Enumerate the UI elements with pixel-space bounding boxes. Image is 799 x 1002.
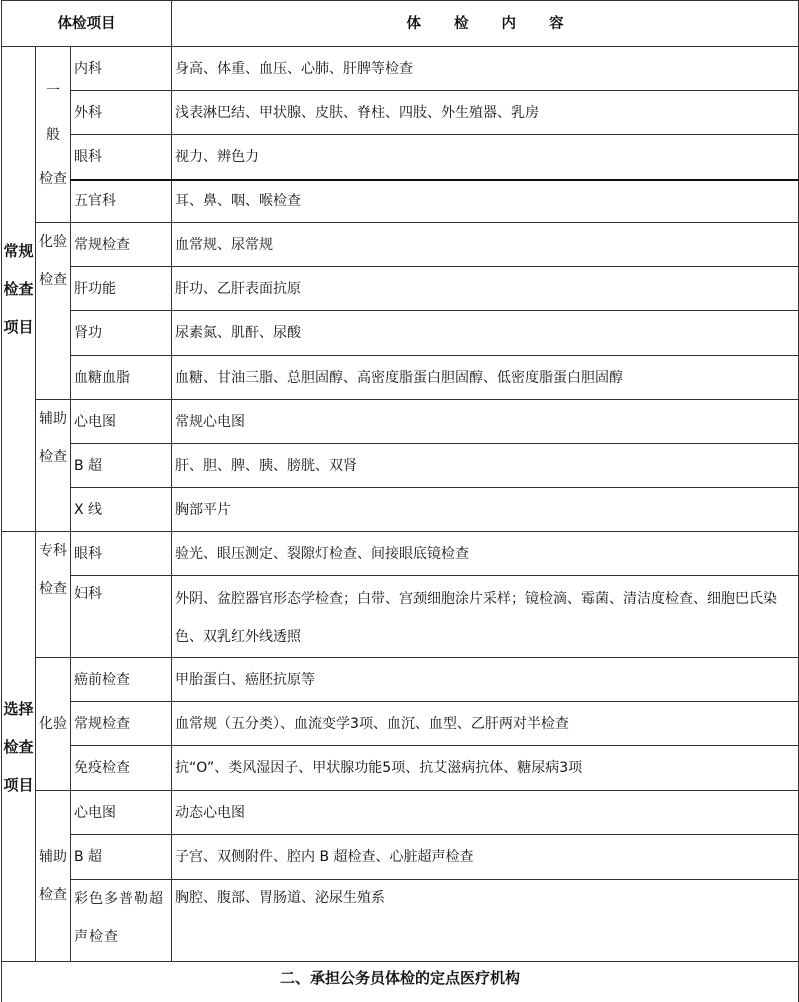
group-routine-lab [36, 223, 71, 400]
group-specialist-line2: 检查 [39, 581, 67, 597]
item-name: 内科 [71, 47, 172, 91]
item-content: 甲胎蛋白、癌胚抗原等 [172, 658, 799, 702]
item-content: 尿素氮、肌酐、尿酸 [172, 311, 799, 356]
category-routine [2, 47, 36, 532]
item-content: 血常规、尿常规 [172, 223, 799, 267]
group-routine-aux [36, 400, 71, 532]
item-name: 肝功能 [71, 267, 172, 311]
item-content: 常规心电图 [172, 400, 799, 444]
item-name: 免疫检查 [71, 746, 172, 791]
table-row [2, 835, 799, 880]
item-content: 肝、胆、脾、胰、膀胱、双肾 [172, 444, 799, 488]
table-row [2, 576, 799, 658]
item-name: 常规检查 [71, 223, 172, 267]
item-content: 血糖、甘油三脂、总胆固醇、高密度脂蛋白胆固醇、低密度脂蛋白胆固醇 [172, 356, 799, 400]
group-general-line2: 般 [46, 126, 60, 143]
table-row [2, 488, 799, 532]
table-row [2, 444, 799, 488]
table-row [2, 91, 799, 135]
group-optional-lab: 化验 [36, 658, 71, 791]
item-name: 彩色多普勒超声检查 [71, 880, 172, 962]
item-content: 耳、鼻、咽、喉检查 [172, 180, 799, 223]
item-name: 眼科 [71, 532, 172, 576]
category-routine-line3: 项目 [3, 318, 34, 336]
table-row [2, 356, 799, 400]
table-row [2, 47, 799, 91]
table-row [2, 532, 799, 576]
header-content-label: 体 检 内 容 [172, 1, 799, 47]
item-name: B 超 [71, 835, 172, 880]
item-content: 身高、体重、血压、心肺、肝脾等检查 [172, 47, 799, 91]
item-name: 眼科 [71, 135, 172, 180]
group-optional-aux-line1: 辅助 [39, 849, 67, 865]
item-name: 血糖血脂 [71, 356, 172, 400]
item-name: 心电图 [71, 791, 172, 835]
item-content: 胸部平片 [172, 488, 799, 532]
table-header-row [2, 1, 799, 47]
item-content: 视力、辨色力 [172, 135, 799, 180]
group-optional-aux [36, 791, 71, 962]
item-content: 子宫、双侧附件、腔内 B 超检查、心脏超声检查 [172, 835, 799, 880]
table-row [2, 311, 799, 356]
item-name: 常规检查 [71, 702, 172, 746]
category-optional-line1: 选择 [3, 699, 34, 718]
item-name: X 线 [71, 488, 172, 532]
table-row [2, 180, 799, 223]
table-row [2, 702, 799, 746]
group-routine-aux-line1: 辅助 [39, 411, 67, 427]
item-content: 浅表淋巴结、甲状腺、皮肤、脊柱、四肢、外生殖器、乳房 [172, 91, 799, 135]
group-general-line1: 一 [46, 82, 60, 99]
item-content: 血常规（五分类）、血流变学3项、血沉、血型、乙肝两对半检查 [172, 702, 799, 746]
group-routine-lab-line1: 化验 [39, 234, 67, 250]
table-row [2, 658, 799, 702]
group-specialist-line1: 专科 [39, 543, 67, 559]
group-specialist [36, 532, 71, 658]
group-general-line3: 检查 [39, 170, 67, 187]
header-items-label: 体检项目 [2, 1, 172, 47]
item-name: B 超 [71, 444, 172, 488]
item-name: 癌前检查 [71, 658, 172, 702]
item-content: 肝功、乙肝表面抗原 [172, 267, 799, 311]
category-optional-line3: 项目 [3, 775, 34, 794]
category-routine-line2: 检查 [3, 280, 34, 298]
category-optional [2, 532, 36, 962]
section-heading: 二、承担公务员体检的定点医疗机构 [2, 962, 799, 1002]
item-content: 外阴、盆腔器官形态学检查；白带、宫颈细胞涂片采样；镜检滴、霉菌、清洁度检查、细胞巴氏染色、双乳红外线透照 [172, 576, 799, 658]
table-row [2, 746, 799, 791]
group-routine-aux-line2: 检查 [39, 449, 67, 465]
group-routine-lab-line2: 检查 [39, 272, 67, 288]
table-row [2, 267, 799, 311]
group-optional-aux-line2: 检查 [39, 887, 67, 903]
group-general [36, 47, 71, 223]
item-name: 五官科 [71, 180, 172, 223]
item-content: 动态心电图 [172, 791, 799, 835]
table-row [2, 223, 799, 267]
category-routine-line1: 常规 [3, 242, 34, 260]
item-name: 外科 [71, 91, 172, 135]
item-content: 验光、眼压测定、裂隙灯检查、间接眼底镜检查 [172, 532, 799, 576]
table-row [2, 791, 799, 835]
item-name: 肾功 [71, 311, 172, 356]
item-content: 抗“O”、类风湿因子、甲状腺功能5项、抗艾滋病抗体、糖尿病3项 [172, 746, 799, 791]
physical-exam-table [1, 0, 799, 1002]
table-row [2, 880, 799, 962]
item-name: 妇科 [71, 576, 172, 658]
item-content: 胸腔、腹部、胃肠道、泌尿生殖系 [172, 880, 799, 962]
table-row [2, 135, 799, 180]
item-name: 心电图 [71, 400, 172, 444]
table-row [2, 400, 799, 444]
category-optional-line2: 检查 [3, 737, 34, 756]
